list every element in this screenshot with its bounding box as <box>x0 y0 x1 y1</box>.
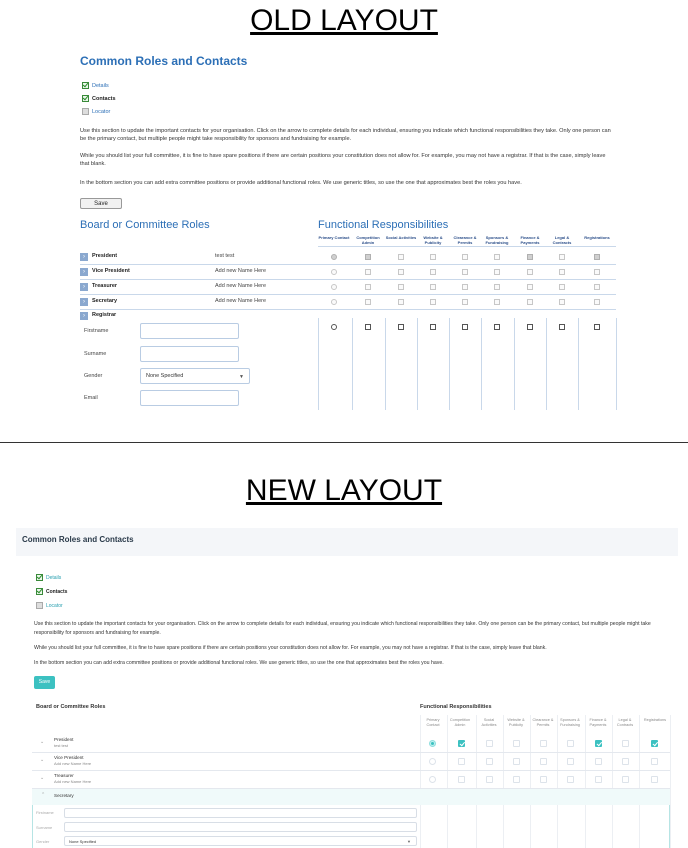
table-row[interactable] <box>80 265 616 280</box>
responsibility-checkbox[interactable] <box>486 740 493 747</box>
table-row[interactable] <box>32 754 670 771</box>
expand-arrow-icon[interactable]: › <box>80 283 88 291</box>
responsibility-checkbox[interactable] <box>594 254 600 260</box>
responsibility-checkbox[interactable] <box>462 254 468 260</box>
responsibility-checkbox[interactable] <box>458 776 465 783</box>
responsibility-checkbox[interactable] <box>494 284 500 290</box>
column-header: Clearance & Permits <box>532 718 554 727</box>
responsibility-checkbox[interactable] <box>430 254 436 260</box>
email-input[interactable] <box>140 390 239 406</box>
responsibility-checkbox[interactable] <box>559 254 565 260</box>
intro-paragraph: While you should list your full committee, it is fine to have spare positions if there are certain positions your constitution does not allow for. For example, you may not have a registrar. If that is the case, simply leave that blank. <box>80 153 606 167</box>
responsibility-checkbox[interactable] <box>567 758 574 765</box>
chevron-down-icon: ▼ <box>239 374 244 380</box>
chevron-down-icon[interactable]: ⌄ <box>40 739 45 745</box>
chevron-down-icon[interactable]: ⌄ <box>40 757 45 763</box>
step-locator[interactable] <box>82 108 110 115</box>
role-name: Treasurer <box>92 283 118 289</box>
expand-arrow-icon[interactable]: › <box>80 298 88 306</box>
responsibility-checkbox[interactable] <box>622 776 629 783</box>
responsibility-checkbox[interactable] <box>527 284 533 290</box>
step-label: Locator <box>46 602 63 609</box>
grid-line <box>417 318 418 410</box>
expanded-role-header[interactable] <box>32 789 670 805</box>
surname-label: Surname <box>84 351 107 357</box>
check-icon <box>36 574 43 581</box>
save-button[interactable]: Save <box>34 676 55 689</box>
primary-contact-radio[interactable] <box>331 269 337 275</box>
responsibility-checkbox[interactable] <box>595 758 602 765</box>
intro-paragraph: Use this section to update the important contacts for your organisation. Click on the arrow to complete details for each individual, ensuring you indicate which functional responsibilities they take. Only one person can be the primary contact, but multiple people might take responsibility for sponsors and fundraising for example. <box>80 128 611 142</box>
primary-contact-radio[interactable] <box>331 324 337 330</box>
chevron-down-icon[interactable]: ⌄ <box>40 775 45 781</box>
grid-line <box>318 318 319 410</box>
role-name: Secretary <box>92 298 118 304</box>
column-header: Finance & Payments <box>520 235 540 245</box>
responsibility-checkbox[interactable] <box>594 284 600 290</box>
responsibility-checkbox[interactable] <box>462 269 468 275</box>
responsibility-checkbox[interactable] <box>513 758 520 765</box>
gender-select[interactable] <box>140 368 250 384</box>
responsibility-checkbox[interactable] <box>540 758 547 765</box>
gender-label: Gender <box>84 373 103 379</box>
responsibility-checkbox[interactable] <box>365 324 371 330</box>
board-roles-heading: Board or Committee Roles <box>80 219 210 231</box>
responsibility-checkbox[interactable] <box>494 269 500 275</box>
grid-line <box>546 318 547 410</box>
responsibility-checkbox[interactable] <box>540 776 547 783</box>
role-name: Treasurer <box>54 773 74 778</box>
responsibility-checkbox[interactable] <box>527 299 533 305</box>
column-header: Finance & Payments <box>589 718 607 727</box>
column-header: Registrations <box>584 235 610 240</box>
column-header: Primary Contact <box>426 718 440 727</box>
column-header: Sponsors & Fundraising <box>560 718 580 727</box>
firstname-label: Firstname <box>84 328 109 334</box>
responsibility-checkbox[interactable] <box>365 299 371 305</box>
gender-select[interactable] <box>64 836 417 846</box>
responsibility-checkbox[interactable] <box>527 269 533 275</box>
person-name[interactable]: Add new Name Here <box>215 283 267 289</box>
responsibility-checkbox[interactable] <box>559 284 565 290</box>
step-details[interactable] <box>36 574 61 581</box>
page-title: Common Roles and Contacts <box>80 54 248 68</box>
person-name[interactable]: Add new Name Here <box>54 761 92 766</box>
responsibility-checkbox[interactable] <box>651 740 658 747</box>
grid-line <box>616 318 617 410</box>
step-label: Details <box>92 82 109 89</box>
person-name[interactable]: Add new Name Here <box>215 298 267 304</box>
primary-contact-radio[interactable] <box>429 776 436 783</box>
responsibility-checkbox[interactable] <box>398 269 404 275</box>
role-name: Vice President <box>54 755 84 760</box>
responsibility-checkbox[interactable] <box>398 324 404 330</box>
grid-line <box>514 318 515 410</box>
step-label: Locator <box>92 108 111 115</box>
responsibility-checkbox[interactable] <box>486 776 493 783</box>
responsibility-checkbox[interactable] <box>430 269 436 275</box>
responsibility-checkbox[interactable] <box>567 776 574 783</box>
responsibility-checkbox[interactable] <box>398 254 404 260</box>
intro-paragraph: Use this section to update the important contacts for your organisation. Click on the arrow to complete details for each individual, ensuring you indicate which functional responsibilities they take. Only one person can be the primary contact, but multiple people might take responsibility for sponsors and fundraising for example. <box>34 621 651 636</box>
surname-input[interactable] <box>140 346 239 362</box>
step-label: Details <box>46 574 62 581</box>
primary-contact-radio[interactable] <box>429 758 436 765</box>
role-name: President <box>92 253 118 259</box>
responsibility-checkbox[interactable] <box>567 740 574 747</box>
section-divider <box>0 442 688 443</box>
responsibility-checkbox[interactable] <box>494 324 500 330</box>
chevron-down-icon: ▼ <box>407 839 411 844</box>
divider <box>318 246 616 247</box>
functional-responsibilities-heading: Functional Responsibilities <box>420 704 492 710</box>
responsibility-checkbox[interactable] <box>462 324 468 330</box>
page-title: Common Roles and Contacts <box>22 535 134 544</box>
responsibility-checkbox[interactable] <box>494 299 500 305</box>
grid-line <box>670 715 671 848</box>
responsibility-checkbox[interactable] <box>622 758 629 765</box>
firstname-label: Firstname <box>36 810 54 815</box>
column-header: Website & Publicity <box>507 718 525 727</box>
person-name[interactable]: Add new Name Here <box>215 268 267 274</box>
gender-select-value: None Specified <box>69 839 97 844</box>
gender-label: Gender <box>36 839 50 844</box>
responsibility-checkbox[interactable] <box>651 776 658 783</box>
responsibility-checkbox[interactable] <box>462 284 468 290</box>
table-row[interactable] <box>80 280 616 295</box>
column-header: Social Activities <box>385 235 417 240</box>
table-row[interactable] <box>32 772 670 789</box>
person-name[interactable]: test test <box>215 253 235 259</box>
primary-contact-radio[interactable] <box>331 299 337 305</box>
responsibility-checkbox[interactable] <box>494 254 500 260</box>
responsibility-checkbox[interactable] <box>622 740 629 747</box>
step-locator[interactable] <box>36 602 63 609</box>
save-button[interactable]: Save <box>80 198 122 209</box>
role-name: Secretary <box>54 793 74 798</box>
responsibility-checkbox[interactable] <box>398 299 404 305</box>
responsibility-checkbox[interactable] <box>651 758 658 765</box>
responsibility-checkbox[interactable] <box>462 299 468 305</box>
responsibility-checkbox[interactable] <box>365 269 371 275</box>
column-header: Legal & Contracts <box>552 235 572 245</box>
person-name[interactable]: Add new Name Here <box>54 779 92 784</box>
column-header: Clearance & Permits <box>453 235 477 245</box>
responsibility-checkbox[interactable] <box>559 269 565 275</box>
old-layout-heading: OLD LAYOUT <box>250 4 438 37</box>
responsibility-checkbox[interactable] <box>527 254 533 260</box>
step-details[interactable] <box>82 82 109 89</box>
column-header: Registrations <box>643 718 667 722</box>
step-label: Contacts <box>92 95 116 102</box>
responsibility-checkbox[interactable] <box>594 269 600 275</box>
person-name[interactable]: test test <box>54 743 69 748</box>
board-roles-heading: Board or Committee Roles <box>36 704 106 710</box>
responsibility-checkbox[interactable] <box>430 284 436 290</box>
responsibility-checkbox[interactable] <box>595 776 602 783</box>
grid-line <box>481 318 482 410</box>
check-icon <box>82 95 89 102</box>
column-header: Sponsors & Fundraising <box>485 235 509 245</box>
responsibility-checkbox[interactable] <box>594 324 600 330</box>
responsibility-checkbox[interactable] <box>365 254 371 260</box>
role-name: Vice President <box>92 268 130 274</box>
responsibility-checkbox[interactable] <box>594 299 600 305</box>
responsibility-checkbox[interactable] <box>398 284 404 290</box>
surname-label: Surname <box>36 825 53 830</box>
check-icon <box>82 82 89 89</box>
gender-select-value: None Specified <box>146 373 184 379</box>
expand-arrow-icon[interactable]: › <box>80 268 88 276</box>
chevron-up-icon[interactable]: ⌃ <box>41 792 46 798</box>
responsibility-checkbox[interactable] <box>486 758 493 765</box>
primary-contact-radio[interactable] <box>331 254 337 260</box>
expand-arrow-icon[interactable]: › <box>80 253 88 261</box>
responsibility-checkbox[interactable] <box>559 324 565 330</box>
responsibility-checkbox[interactable] <box>595 740 602 747</box>
responsibility-checkbox[interactable] <box>540 740 547 747</box>
responsibility-checkbox[interactable] <box>430 324 436 330</box>
primary-contact-radio[interactable] <box>429 740 436 747</box>
column-header: Social Activities <box>481 718 497 727</box>
responsibility-checkbox[interactable] <box>458 758 465 765</box>
role-name: President <box>54 737 74 742</box>
firstname-input[interactable] <box>140 323 239 339</box>
column-header: Primary Contact <box>318 235 350 240</box>
responsibility-checkbox[interactable] <box>430 299 436 305</box>
new-layout-heading: NEW LAYOUT <box>245 474 443 507</box>
grid-line <box>352 318 353 410</box>
responsibility-checkbox[interactable] <box>559 299 565 305</box>
table-row[interactable] <box>32 736 670 753</box>
role-name: Registrar <box>92 312 117 318</box>
grid-line <box>449 318 450 410</box>
responsibility-checkbox[interactable] <box>365 284 371 290</box>
grid-line <box>578 318 579 410</box>
intro-paragraph: In the bottom section you can add extra committee positions or provide additional functional roles. We use generic titles, so use the one that approximates best the roles you have. <box>34 660 444 666</box>
intro-paragraph: In the bottom section you can add extra committee positions or provide additional functional roles. We use generic titles, so use the one that approximates best the roles you have. <box>80 180 522 186</box>
email-label: Email <box>84 395 98 401</box>
table-row[interactable] <box>80 295 616 310</box>
primary-contact-radio[interactable] <box>331 284 337 290</box>
column-header: Legal & Contracts <box>616 718 634 727</box>
column-header: Competition Admin <box>356 235 380 245</box>
surname-input[interactable] <box>64 822 417 832</box>
functional-responsibilities-heading: Functional Responsibilities <box>318 219 449 231</box>
responsibility-checkbox[interactable] <box>458 740 465 747</box>
unchecked-box-icon <box>36 602 43 609</box>
step-contacts[interactable] <box>36 588 67 595</box>
table-row-expanded[interactable] <box>80 309 616 323</box>
step-label: Contacts <box>46 588 68 595</box>
check-icon <box>36 588 43 595</box>
intro-paragraph: While you should list your full committee, it is fine to have spare positions if there are certain positions your constitution does not allow for. For example, you may not have a registrar. If that is the case, simply leave that blank. <box>34 645 547 651</box>
expand-arrow-icon[interactable]: › <box>80 312 88 320</box>
grid-line <box>385 318 386 410</box>
firstname-input[interactable] <box>64 808 417 818</box>
step-contacts[interactable] <box>82 95 116 102</box>
column-header: Competition Admin <box>449 718 471 727</box>
table-row[interactable] <box>80 250 616 265</box>
responsibility-checkbox[interactable] <box>513 740 520 747</box>
unchecked-box-icon <box>82 108 89 115</box>
column-header: Website & Publicity <box>423 235 443 245</box>
responsibility-checkbox[interactable] <box>513 776 520 783</box>
responsibility-checkbox[interactable] <box>527 324 533 330</box>
